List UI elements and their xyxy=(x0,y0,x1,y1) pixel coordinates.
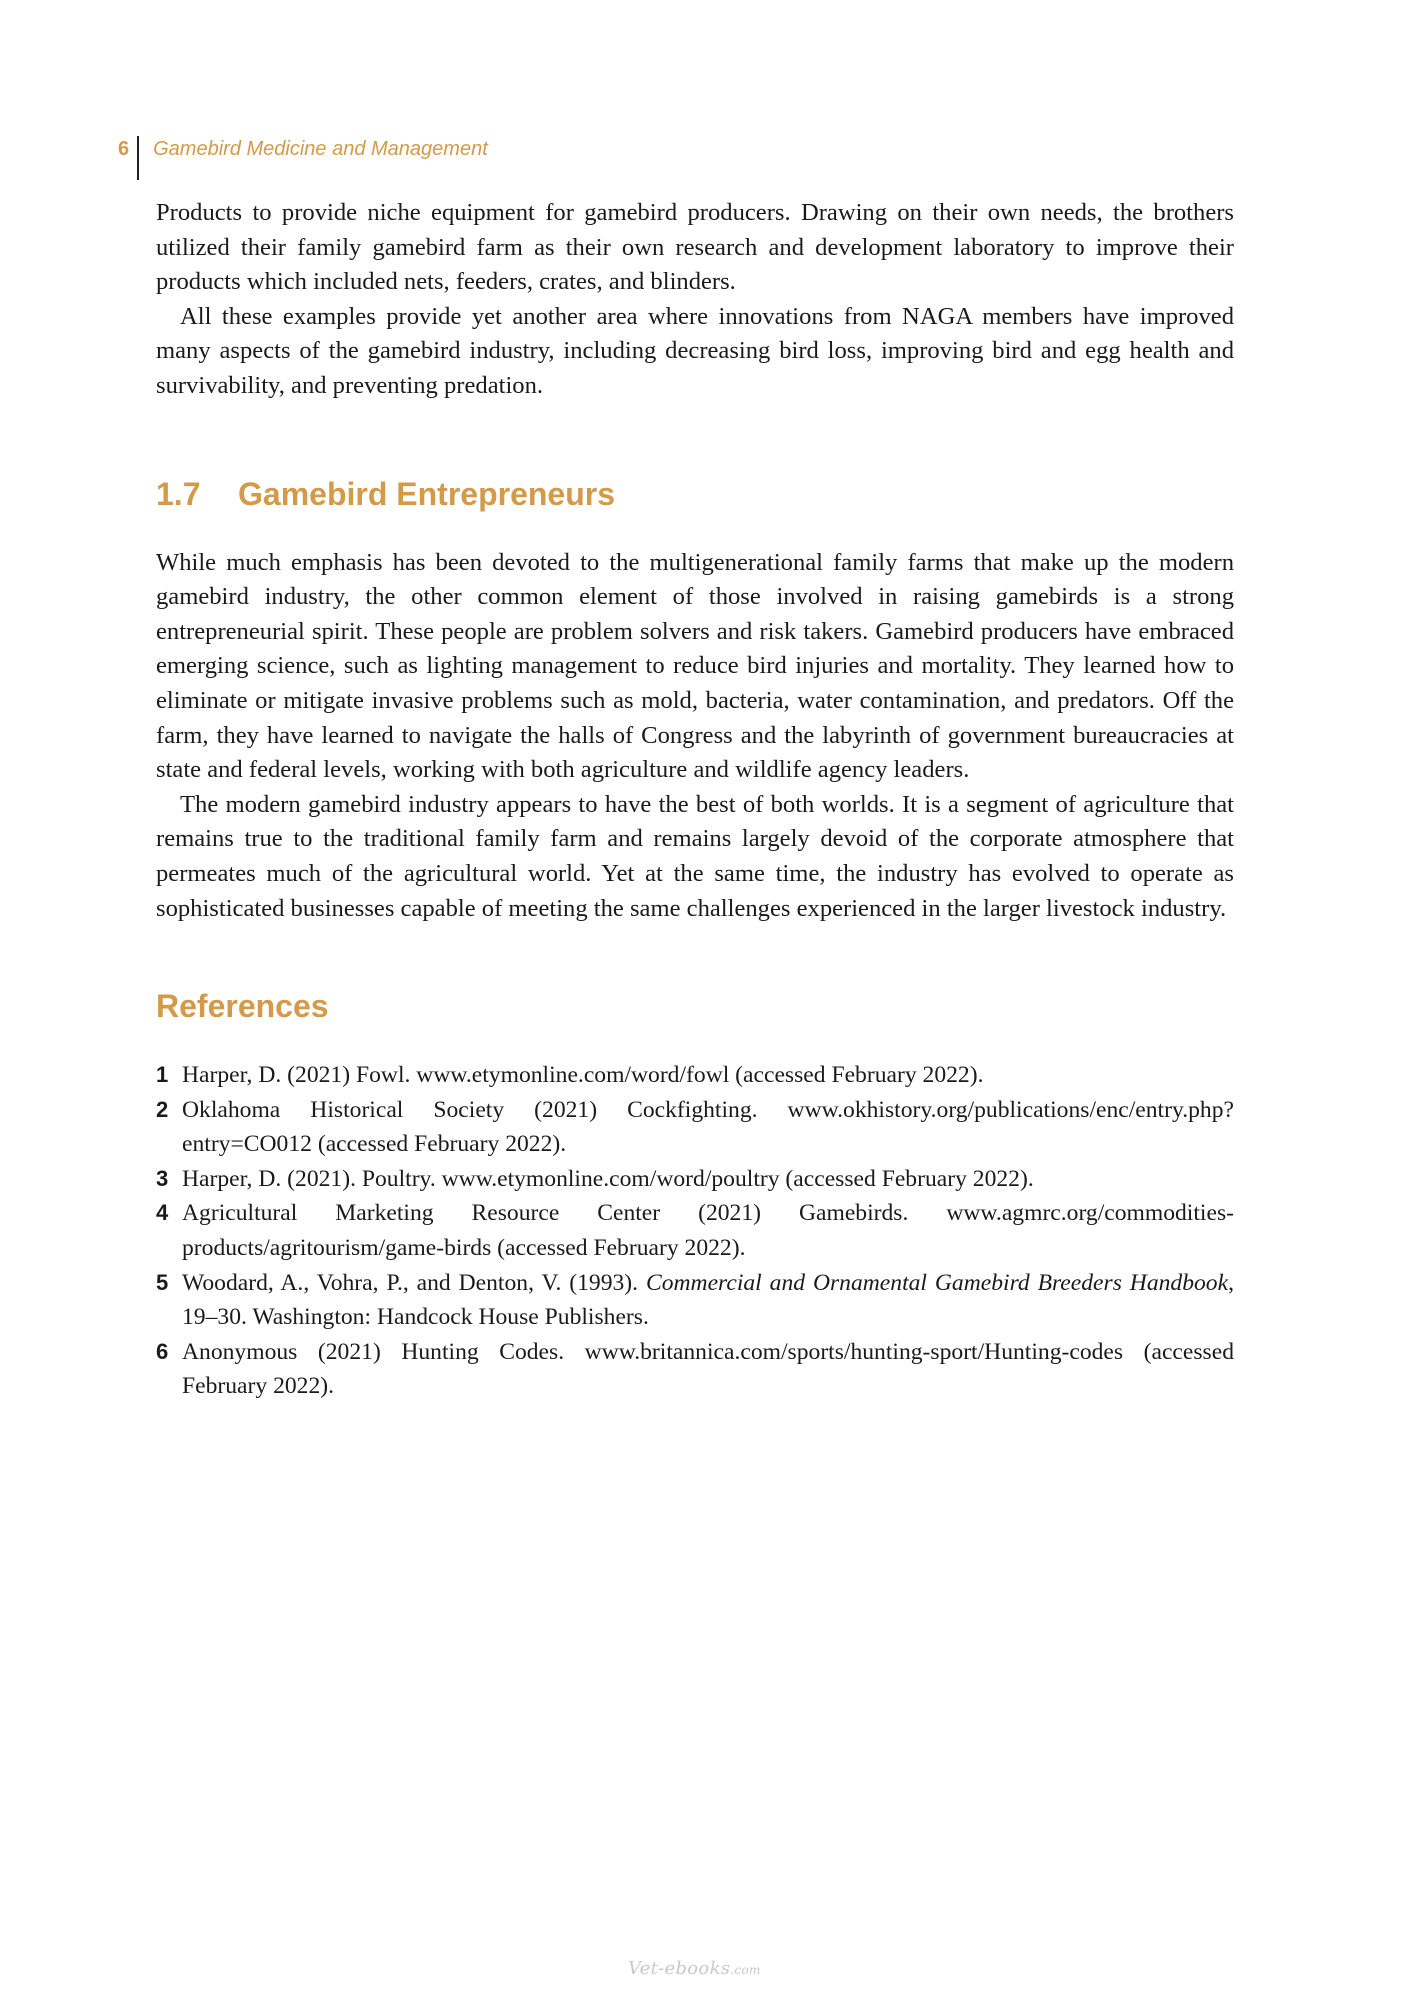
reference-text: Harper, D. (2021) Fowl. www.etymonline.com/word/fowl (accessed February 2022). xyxy=(182,1062,984,1089)
reference-number: 5 xyxy=(156,1269,169,1295)
reference-text: Oklahoma Historical Society (2021) Cockfighting. www.okhistory.org/publications/enc/entry.php?entry=CO012 (accessed February 2022). xyxy=(182,1096,1234,1158)
reference-item xyxy=(156,1335,1234,1404)
body-paragraph: Products to provide niche equipment for gamebird producers. Drawing on their own needs, the brothers utilized their family gamebird farm as their own research and development laboratory to improve their products which included nets, feeders, crates, and blinders. xyxy=(156,199,1234,296)
reference-number: 3 xyxy=(156,1165,169,1191)
reference-number: 4 xyxy=(156,1200,169,1226)
reference-item xyxy=(156,1266,1234,1335)
body-paragraph: All these examples provide yet another area where innovations from NAGA members have improved many aspects of the gamebird industry, including decreasing bird loss, improving bird and egg health and survivability, and preventing predation. xyxy=(156,302,1234,399)
reference-text xyxy=(182,1266,1234,1335)
watermark-tld: .com xyxy=(730,1963,761,1977)
reference-number: 2 xyxy=(156,1096,169,1122)
section-number: 1.7 xyxy=(156,475,201,512)
reference-text: Anonymous (2021) Hunting Codes. www.britannica.com/sports/hunting-sport/Hunting-codes (accessed February 2022). xyxy=(182,1338,1234,1400)
running-title: Gamebird Medicine and Management xyxy=(153,138,488,160)
watermark-logo xyxy=(628,1958,761,1979)
body-paragraph: The modern gamebird industry appears to have the best of both worlds. It is a segment of agriculture that remains true to the traditional family farm and remains largely devoid of the corporate atmosphere that permeates much of the agricultural world. Yet at the same time, the industry has evolved to operate as sophisticated businesses capable of meeting the same challenges experienced in the larger livestock industry. xyxy=(156,790,1234,922)
page-number: 6 xyxy=(118,136,139,180)
reference-authors: Woodard, A., Vohra, P., and Denton, V. (1993). xyxy=(182,1269,646,1296)
reference-item xyxy=(156,1196,1234,1265)
references-title: References xyxy=(156,988,329,1025)
reference-number: 6 xyxy=(156,1338,169,1364)
reference-number: 1 xyxy=(156,1062,169,1088)
page-content xyxy=(156,196,1234,1404)
running-header xyxy=(118,136,488,180)
reference-item xyxy=(156,1162,1234,1197)
reference-text: Harper, D. (2021). Poultry. www.etymonline.com/word/poultry (accessed February 2022). xyxy=(182,1165,1034,1192)
watermark-text: Vet-ebooks xyxy=(628,1958,731,1979)
reference-list xyxy=(156,1058,1234,1404)
section-title: Gamebird Entrepreneurs xyxy=(238,475,615,512)
reference-item xyxy=(156,1093,1234,1162)
reference-publisher: , 19–30. Washington: Handcock House Publishers. xyxy=(182,1269,1234,1331)
reference-text: Agricultural Marketing Resource Center (2021) Gamebirds. www.agmrc.org/commodities-products/agritourism/game-birds (accessed February 2022). xyxy=(182,1200,1234,1262)
reference-item xyxy=(156,1058,1234,1093)
section-heading xyxy=(156,474,1234,514)
body-paragraph: While much emphasis has been devoted to the multigenerational family farms that make up the modern gamebird industry, the other common element of those involved in raising gamebirds is a strong entrepreneurial spirit. These people are problem solvers and risk takers. Gamebird producers have embraced emerging science, such as lighting management to reduce bird injuries and mortality. They learned how to eliminate or mitigate invasive problems such as mold, bacteria, water contamination, and predators. Off the farm, they have learned to navigate the halls of Congress and the labyrinth of government bureaucracies at state and federal levels, working with both agriculture and wildlife agency leaders. xyxy=(156,548,1234,784)
reference-book-title: Commercial and Ornamental Gamebird Breeders Handbook xyxy=(645,1269,1229,1296)
references-heading xyxy=(156,986,1234,1026)
